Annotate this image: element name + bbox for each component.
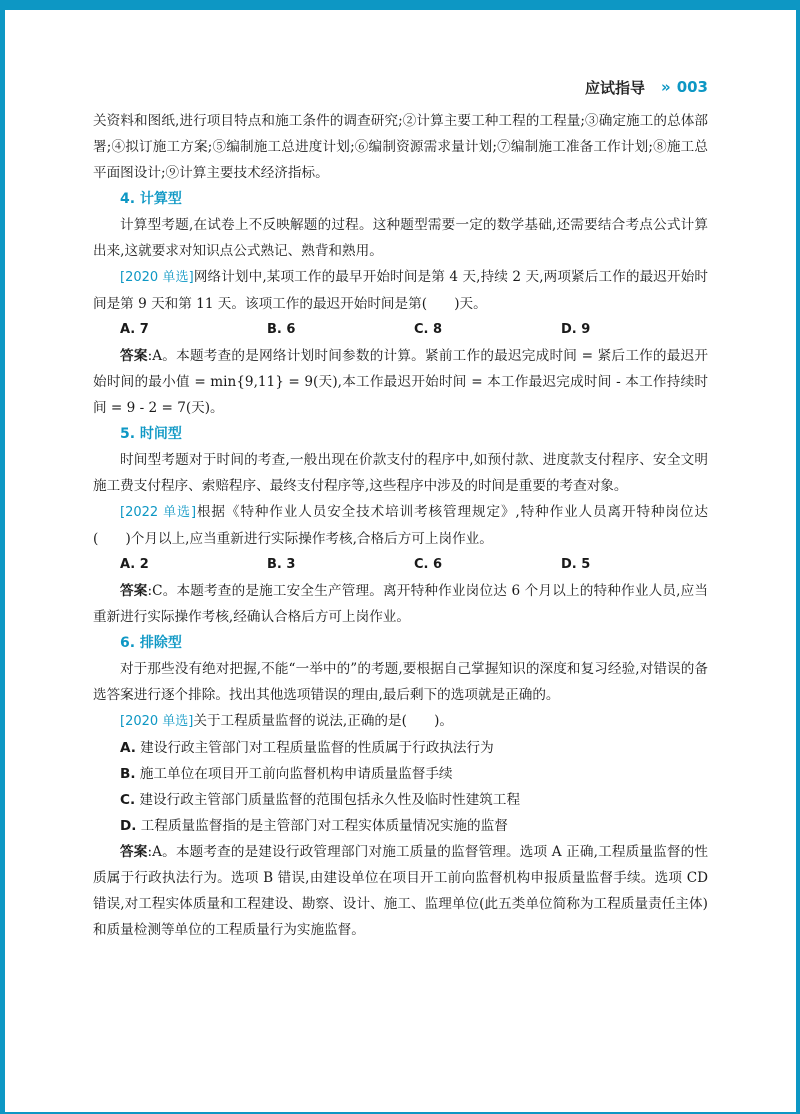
option-b: B. 3 [267,557,296,572]
answer-text: :C。本题考查的是施工安全生产管理。离开特种作业岗位达 6 个月以上的特种作业人员,应当重新进行实际操作考核,经确认合格后方可上岗作业。 [93,583,708,625]
question-3 [93,708,708,735]
answer-text: :A。本题考查的是网络计划时间参数的计算。紧前工作的最迟完成时间 = 紧后工作的最迟开始时间的最小值 = min{9,11} = 9(天),本工作最迟开始时间 = 本工作最迟完成时间 - 本工作持续时间 = 9 - 2 = 7(天)。 [93,348,708,416]
section-intro-calculation: 计算型考题,在试卷上不反映解题的过程。这种题型需要一定的数学基础,还需要结合考点公式计算出来,这就要求对知识点公式熟记、熟背和熟用。 [93,217,708,259]
header-title: 应试指导 [584,78,645,97]
chevron-icon: » [660,78,669,96]
question-tag: [2020 单选] [120,714,194,729]
section-heading-elimination: 6. 排除型 [120,635,182,651]
answer-2 [93,578,708,630]
question-text: 网络计划中,某项工作的最早开始时间是第 4 天,持续 2 天,两项紧后工作的最迟开始时间是第 9 天和第 11 天。该项工作的最迟开始时间是第( )天。 [93,269,708,312]
question-1 [93,264,708,317]
section-intro-elimination: 对于那些没有绝对把握,不能“一举中的”的考题,要根据自己掌握知识的深度和复习经验,对错误的备选答案进行逐个排除。找出其他选项错误的理由,最后剩下的选项就是正确的。 [93,661,708,703]
right-border [796,0,800,1114]
page-header [585,76,708,98]
answer-label: 答案 [120,844,148,860]
continued-paragraph: 关资料和图纸,进行项目特点和施工条件的调查研究;②计算主要工种工程的工程量;③确定施工的总体部署;④拟订施工方案;⑤编制施工总进度计划;⑥编制资源需求量计划;⑦编制施工准备工作计划;⑧施工总平面图设计;⑨计算主要技术经济指标。 [93,113,708,181]
section-heading-calculation: 4. 计算型 [120,191,182,207]
section-heading-time: 5. 时间型 [120,426,182,442]
answer-text: :A。本题考查的是建设行政管理部门对施工质量的监督管理。选项 A 正确,工程质量监督的性质属于行政执法行为。选项 B 错误,由建设单位在项目开工前向监督机构申报质量监督手续。选项 CD 错误,对工程实体质量和工程建设、勘察、设计、施工、监理单位(此五类单位简称为工程质量责任主体)和质量检测等单位的工程质量行为实施监督。 [93,844,709,938]
section-intro-time: 时间型考题对于时间的考查,一般出现在价款支付的程序中,如预付款、进度款支付程序、安全文明施工费支付程序、索赔程序、最终支付程序等,这些程序中涉及的时间是重要的考查对象。 [93,452,708,494]
option-a: A. 7 [120,322,149,337]
answer-label: 答案 [120,348,148,364]
option-d: D. 工程质量监督指的是主管部门对工程实体质量情况实施的监督 [120,818,508,834]
page-number: 003 [676,78,708,96]
option-c: C. 6 [414,557,443,572]
question-tag: [2020 单选] [120,270,194,285]
answer-label: 答案 [120,583,148,599]
top-border [0,0,800,10]
question-text: 关于工程质量监督的说法,正确的是( )。 [193,713,453,729]
question-text: 根据《特种作业人员安全技术培训考核管理规定》,特种作业人员离开特种岗位达( )个月以上,应当重新进行实际操作考核,合格后方可上岗作业。 [93,504,708,547]
option-a: A. 建设行政主管部门对工程质量监督的性质属于行政执法行为 [120,740,494,756]
answer-3 [93,839,708,943]
option-b: B. 6 [267,322,296,337]
question-2-options [93,552,708,578]
question-1-options [93,317,708,343]
option-d: D. 9 [561,322,591,337]
option-d: D. 5 [561,557,591,572]
page-content [93,108,708,943]
left-border [0,0,5,1114]
answer-1 [93,343,708,421]
question-tag: [2022 单选] [120,505,197,520]
question-2 [93,499,708,552]
option-c: C. 8 [414,322,443,337]
option-b: B. 施工单位在项目开工前向监督机构申请质量监督手续 [120,766,453,782]
option-c: C. 建设行政主管部门质量监督的范围包括永久性及临时性建筑工程 [120,792,521,808]
option-a: A. 2 [120,557,149,572]
